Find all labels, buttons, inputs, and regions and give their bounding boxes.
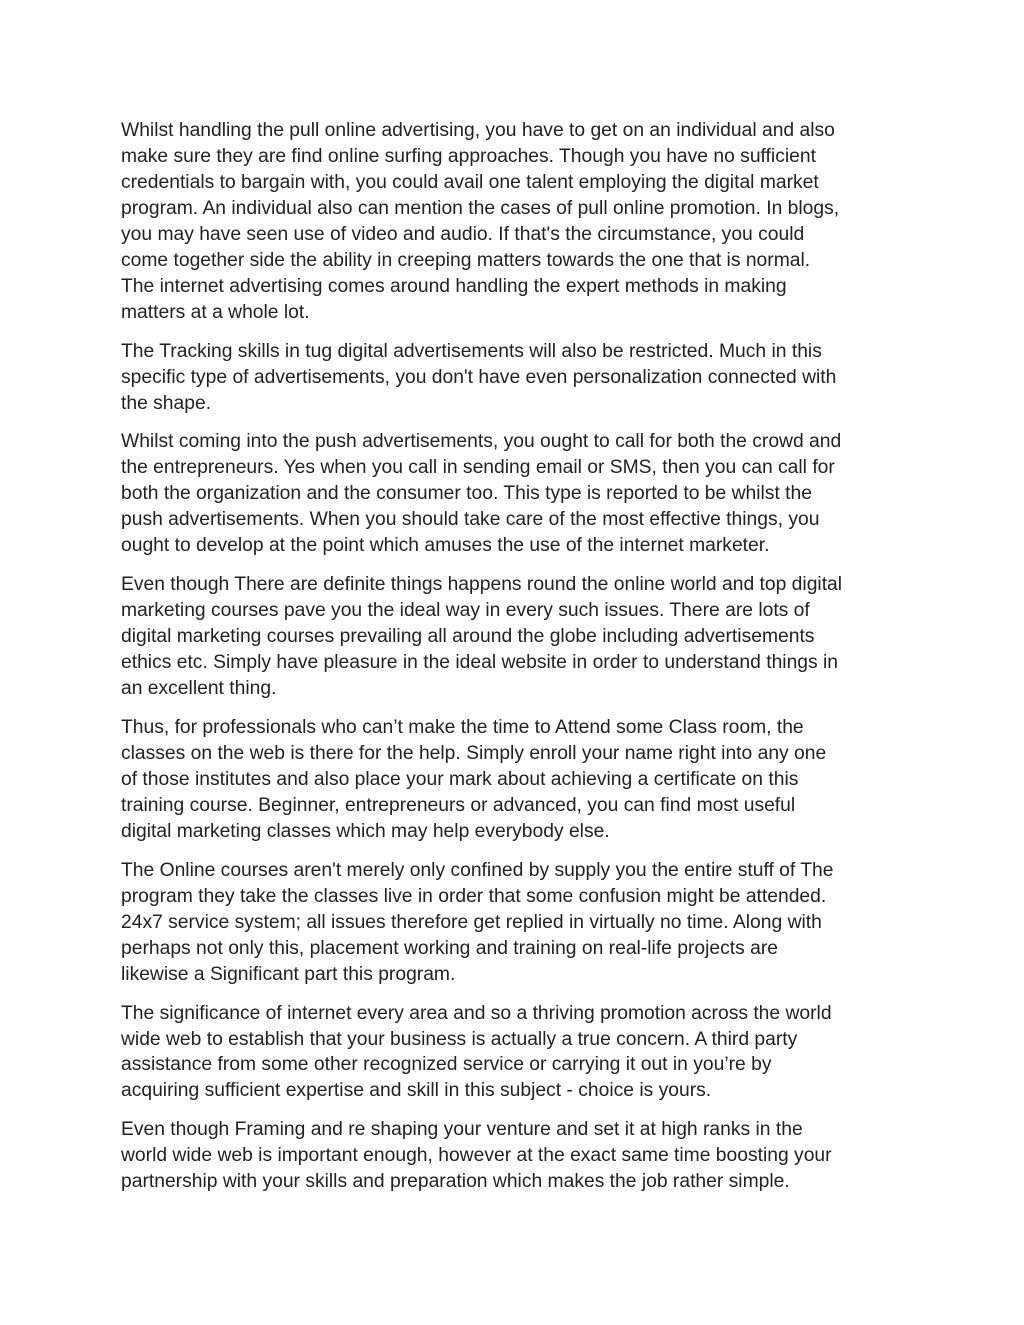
paragraph — [121, 1117, 911, 1195]
text-line: Even though There are definite things happens round the online world and top digital — [121, 574, 843, 596]
text-line: Whilst handling the pull online advertising, you have to get on an individual and also — [121, 120, 835, 141]
text-line: training course. Beginner, entrepreneurs or advanced, you can find most useful — [121, 794, 796, 816]
paragraph — [121, 572, 911, 702]
text-line: ethics etc. Simply have pleasure in the ideal website in order to understand things in — [121, 652, 839, 674]
text-line: likewise a Significant part this program. — [121, 963, 456, 985]
text-line: come together side the ability in creeping matters towards the one that is normal. — [121, 249, 811, 271]
text-line: The internet advertising comes around handling the expert methods in making — [121, 275, 787, 297]
text-line: 24x7 service system; all issues therefore get replied in virtually no time. Along with — [121, 911, 822, 933]
text-line: acquiring sufficient expertise and skill in this subject - choice is yours. — [121, 1080, 712, 1102]
paragraph — [121, 339, 911, 417]
text-line: marketing courses pave you the ideal way in every such issues. There are lots of — [121, 600, 810, 622]
text-line: you may have seen use of video and audio. If that's the circumstance, you could — [121, 223, 805, 245]
text-line: program. An individual also can mention the cases of pull online promotion. In blogs, — [121, 197, 840, 219]
text-line: partnership with your skills and preparation which makes the job rather simple. — [121, 1171, 790, 1193]
text-line: classes on the web is there for the help. Simply enroll your name right into any one — [121, 742, 827, 764]
text-line: both the organization and the consumer too. This type is reported to be whilst the — [121, 483, 812, 505]
text-line: The Online courses aren't merely only confined by supply you the entire stuff of The — [121, 859, 834, 881]
text-line: Thus, for professionals who can’t make the time to Attend some Class room, the — [121, 717, 804, 739]
text-line: ought to develop at the point which amuses the use of the internet marketer. — [121, 535, 770, 557]
text-line: push advertisements. When you should take care of the most effective things, you — [121, 509, 820, 531]
text-line: of those institutes and also place your mark about achieving a certificate on this — [121, 768, 799, 790]
text-line: wide web to establish that your business is actually a true concern. A third party — [121, 1028, 798, 1050]
text-line: matters at a whole lot. — [121, 301, 310, 323]
text-line: The Tracking skills in tug digital advertisements will also be restricted. Much in this — [121, 340, 822, 362]
text-line: the shape. — [121, 392, 212, 414]
text-line: world wide web is important enough, however at the exact same time boosting your — [121, 1145, 832, 1167]
text-line: an excellent thing. — [121, 678, 277, 700]
text-line: assistance from some other recognized service or carrying it out in you’re by — [121, 1054, 772, 1076]
text-line: digital marketing classes which may help everybody else. — [121, 820, 610, 842]
text-line: digital marketing courses prevailing all around the globe including advertisements — [121, 626, 815, 648]
paragraph — [121, 118, 911, 326]
text-line: credentials to bargain with, you could avail one talent employing the digital market — [121, 171, 819, 193]
text-line: perhaps not only this, placement working and training on real-life projects are — [121, 937, 778, 959]
paragraph — [121, 1001, 911, 1105]
paragraph — [121, 858, 911, 988]
text-line: Whilst coming into the push advertisements, you ought to call for both the crowd and — [121, 431, 842, 453]
paragraph — [121, 715, 911, 845]
text-line: make sure they are find online surfing approaches. Though you have no sufficient — [121, 145, 816, 167]
text-line: program they take the classes live in order that some confusion might be attended. — [121, 885, 827, 907]
paragraph — [121, 429, 911, 559]
document-page — [121, 118, 911, 1208]
text-line: Even though Framing and re shaping your venture and set it at high ranks in the — [121, 1119, 803, 1141]
text-line: specific type of advertisements, you don't have even personalization connected with — [121, 366, 837, 388]
text-line: the entrepreneurs. Yes when you call in sending email or SMS, then you can call for — [121, 457, 835, 479]
text-line: The significance of internet every area and so a thriving promotion across the world — [121, 1002, 832, 1024]
